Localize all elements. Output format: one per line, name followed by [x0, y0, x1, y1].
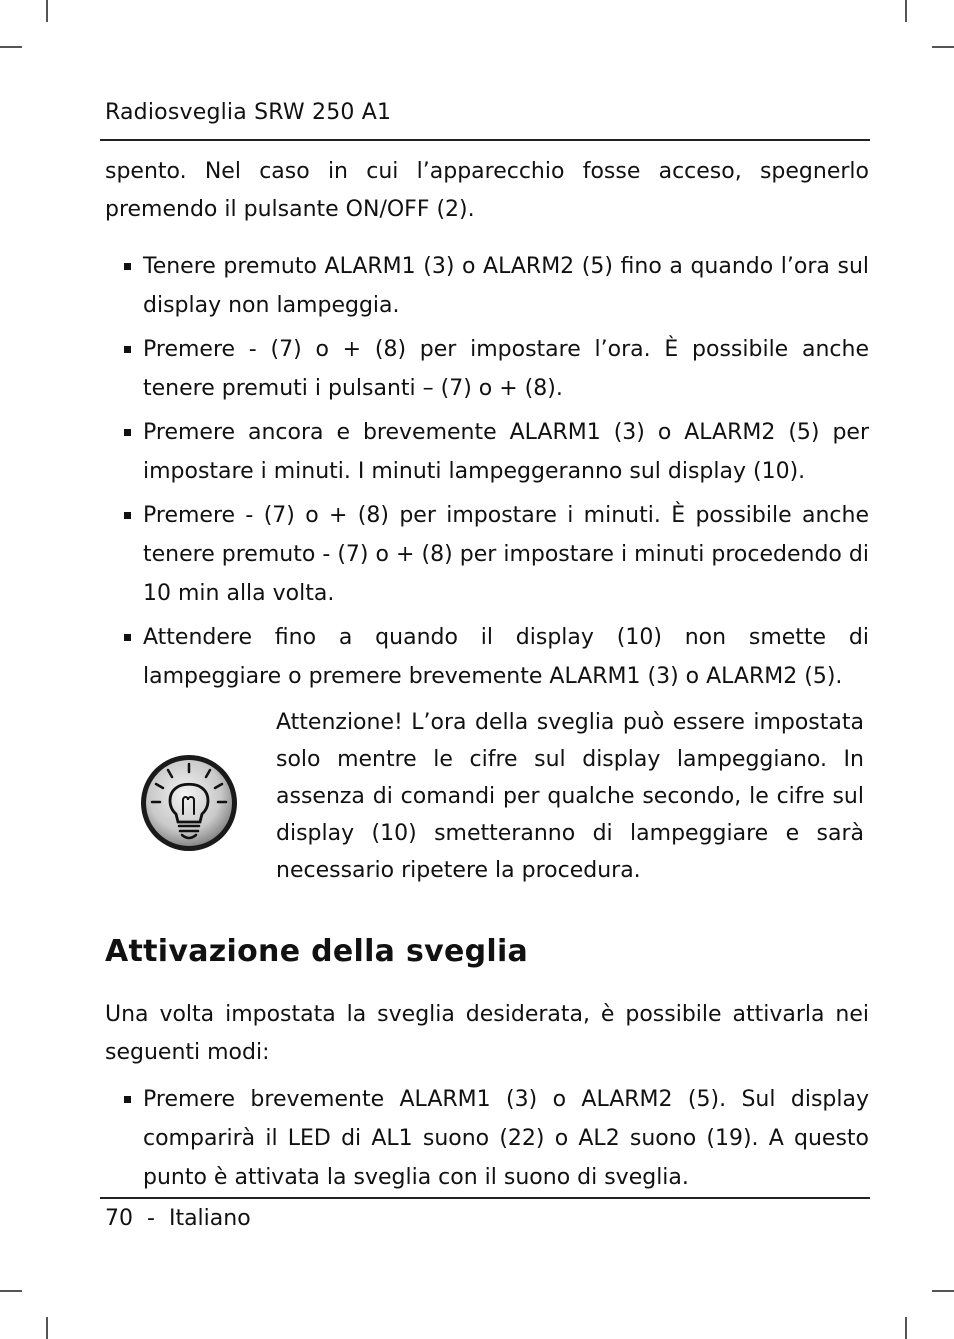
- page-number: 70: [105, 1206, 133, 1231]
- list-item: Premere ancora e brevemente ALARM1 (3) o ALARM2 (5) per impostare i minuti. I minuti lampeggeranno sul display (10).: [124, 413, 869, 491]
- bullet-icon: [124, 1096, 131, 1103]
- bullet-icon: [124, 346, 131, 353]
- footer-rule: [100, 1197, 870, 1199]
- intro-paragraph: spento. Nel caso in cui l’apparecchio fosse acceso, spegnerlo premendo il pulsante ON/OFF (2).: [105, 159, 869, 222]
- crop-mark: [46, 0, 48, 22]
- lightbulb-icon: [138, 752, 240, 854]
- header-rule: [100, 139, 870, 141]
- bullet-icon: [124, 634, 131, 641]
- section-title: Attivazione della sveglia: [105, 934, 529, 969]
- section-intro-paragraph: Una volta impostata la sveglia desiderata, è possibile attivarla nei seguenti modi:: [105, 1002, 869, 1065]
- list-item: Premere - (7) o + (8) per impostare i minuti. È possibile anche tenere premuto - (7) o + (8) per impostare i minuti procedendo di 10 min alla volta.: [124, 496, 869, 613]
- list-item: Premere brevemente ALARM1 (3) o ALARM2 (5). Sul display comparirà il LED di AL1 suono (22) o AL2 suono (19). A questo punto è attivata la sveglia con il suono di sveglia.: [124, 1080, 869, 1197]
- crop-mark: [932, 46, 954, 48]
- crop-mark: [905, 1317, 907, 1339]
- footer-language: Italiano: [168, 1206, 251, 1231]
- page-header-title: Radiosveglia SRW 250 A1: [105, 100, 392, 125]
- note-text: Attenzione! L’ora della sveglia può essere impostata solo mentre le cifre sul display lampeggiano. In assenza di comandi per qualche secondo, le cifre sul display (10) smetteranno di lampeggiare e sarà necessario ripetere la procedura.: [276, 710, 864, 883]
- crop-mark: [932, 1290, 954, 1292]
- page-footer: [105, 1206, 251, 1231]
- bullet-icon: [124, 512, 131, 519]
- crop-mark: [0, 1290, 22, 1292]
- activation-steps-list: [124, 1080, 869, 1202]
- footer-separator: -: [147, 1206, 155, 1231]
- steps-list: [124, 247, 869, 701]
- list-item: Attendere fino a quando il display (10) non smette di lampeggiare o premere brevemente ALARM1 (3) o ALARM2 (5).: [124, 618, 869, 696]
- crop-mark: [905, 0, 907, 22]
- bullet-icon: [124, 263, 131, 270]
- crop-mark: [0, 46, 22, 48]
- list-item: Premere - (7) o + (8) per impostare l’ora. È possibile anche tenere premuti i pulsanti – (7) o + (8).: [124, 330, 869, 408]
- bullet-icon: [124, 429, 131, 436]
- crop-mark: [46, 1317, 48, 1339]
- list-item: Tenere premuto ALARM1 (3) o ALARM2 (5) fino a quando l’ora sul display non lampeggia.: [124, 247, 869, 325]
